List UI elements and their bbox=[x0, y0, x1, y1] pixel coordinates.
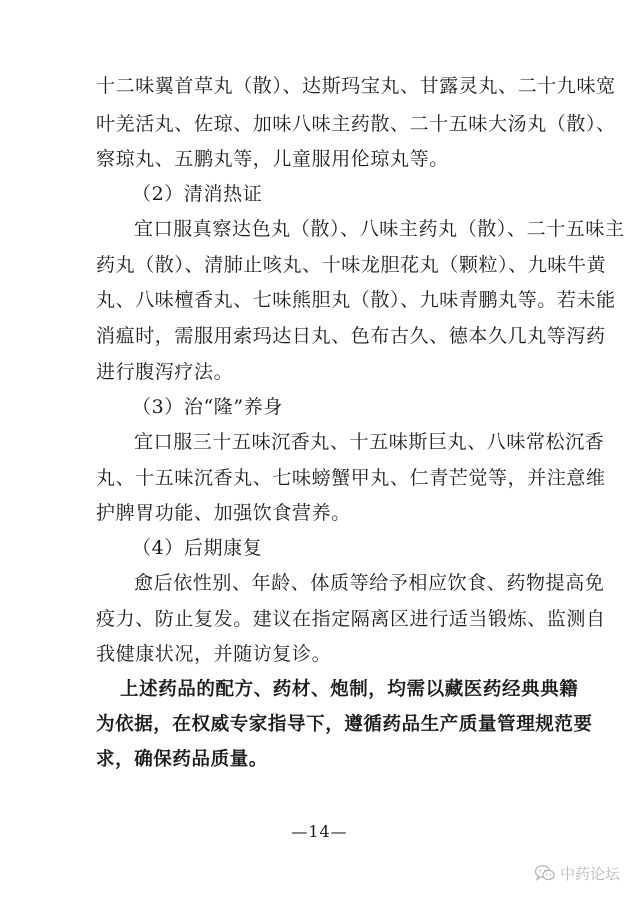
paragraph-line: 我健康状况，并随访复诊。 bbox=[96, 643, 332, 665]
paragraph-line: 察琼丸、五鹏丸等，儿童服用伦琼丸等。 bbox=[96, 148, 449, 170]
paragraph-line: 护脾胃功能、加强饮食营养。 bbox=[96, 502, 351, 524]
section-heading: （2）清消热证 bbox=[132, 183, 263, 205]
paragraph-line: 宜口服真察达色丸（散）、八味主药丸（散）、二十五味主 bbox=[134, 218, 625, 240]
bold-paragraph-line: 上述药品的配方、药材、炮制，均需以藏医药经典典籍 bbox=[120, 679, 579, 700]
paragraph-line: 药丸（散）、清肺止咳丸、十味龙胆花丸（颗粒）、九味牛黄 bbox=[96, 254, 607, 276]
paragraph-line: 丸、十五味沉香丸、七味螃蟹甲丸、仁青芒觉等，并注意维 bbox=[96, 467, 606, 489]
paragraph-line: 愈后依性别、年龄、体质等给予相应饮食、药物提高免 bbox=[134, 572, 605, 594]
section-heading: （3）治“隆”养身 bbox=[132, 396, 283, 418]
watermark-text: 中药论坛 bbox=[560, 864, 621, 883]
paragraph-line: 宜口服三十五味沉香丸、十五味斯巨丸、八味常松沉香 bbox=[134, 431, 605, 453]
section-heading: （4）后期康复 bbox=[132, 537, 263, 559]
paragraph-line: 叶羌活丸、佐琼、加味八味主药散、二十五味大汤丸（散）、 bbox=[96, 113, 616, 135]
paragraph-line: 疫力、防止复发。建议在指定隔离区进行适当锻炼、监测自 bbox=[96, 608, 606, 630]
page-number: —14— bbox=[291, 822, 348, 841]
paragraph-line: 进行腹泻疗法。 bbox=[96, 361, 234, 383]
paragraph-line: 消瘟时，需服用索玛达日丸、色布古久、德本久几丸等泻药 bbox=[96, 325, 606, 347]
bold-paragraph-line: 为依据，在权威专家指导下，遵循药品生产质量管理规范要 bbox=[96, 714, 593, 735]
bold-paragraph-line: 求，确保药品质量。 bbox=[96, 749, 268, 770]
wechat-icon bbox=[534, 864, 556, 882]
paragraph-line: 丸、八味檀香丸、七味熊胆丸（散）、九味青鹏丸等。若未能 bbox=[96, 289, 616, 311]
watermark bbox=[534, 860, 634, 886]
paragraph-line: 十二味翼首草丸（散）、达斯玛宝丸、甘露灵丸、二十九味宽 bbox=[96, 75, 616, 97]
